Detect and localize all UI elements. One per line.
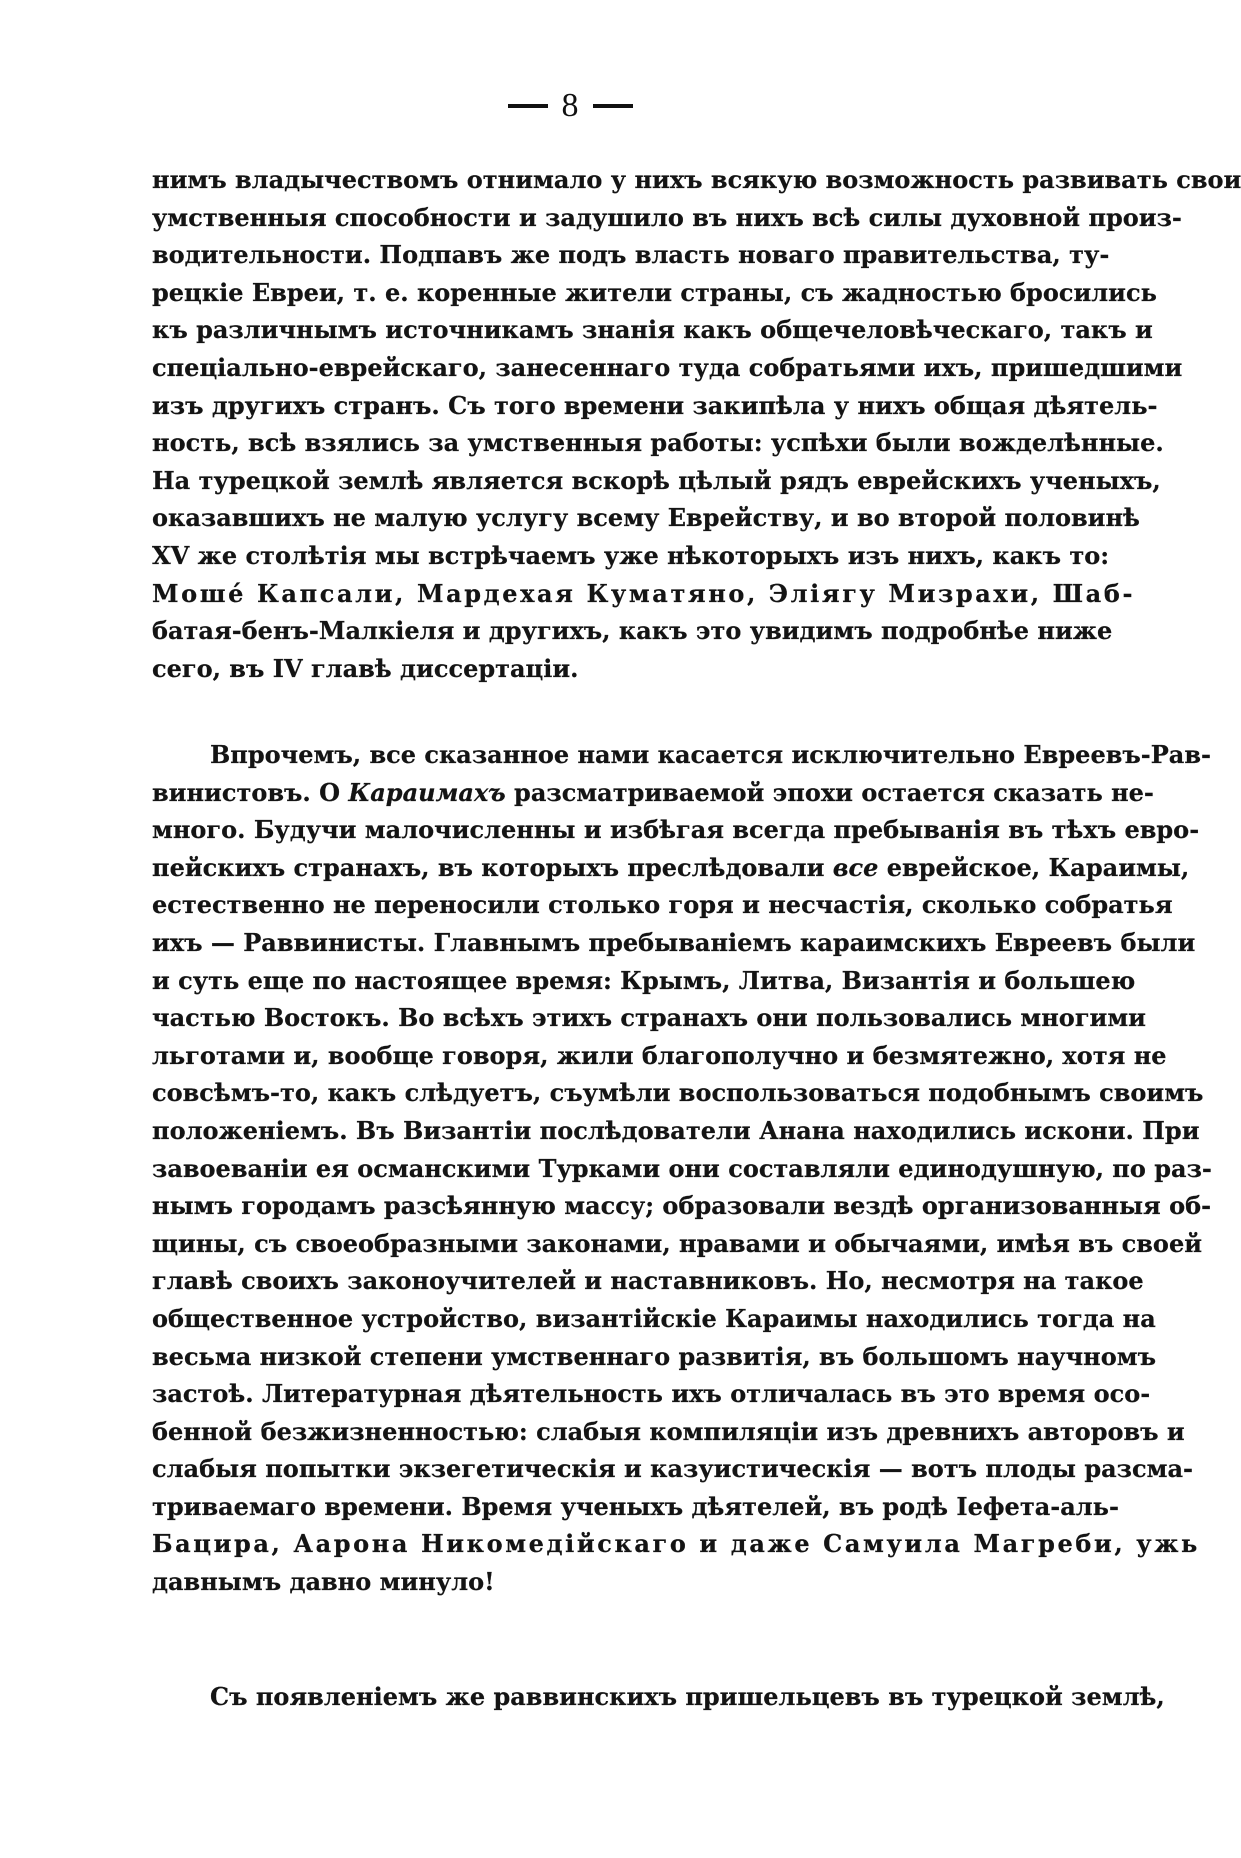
text-line: главѣ своихъ законоучителей и наставниковъ. Но, несмотря на такое [152, 1266, 1144, 1296]
left-dash [508, 104, 548, 108]
text-line: совсѣмъ-то, какъ слѣдуетъ, съумѣли воспользоваться подобнымъ своимъ [152, 1078, 1204, 1108]
text-line: триваемаго времени. Время ученыхъ дѣятелей, въ родѣ Іефета-аль- [152, 1491, 1119, 1521]
paragraph-1 [152, 161, 1241, 687]
text-line: XV же столѣтія мы встрѣчаемъ уже нѣкоторыхъ изъ нихъ, какъ то: [152, 540, 1110, 570]
text-line: завоеваніи ея османскими Турками они составляли единодушную, по раз- [152, 1153, 1212, 1183]
text-line: давнымъ давно минуло! [152, 1567, 495, 1597]
text-segment: винистовъ. О [152, 777, 349, 807]
text-line: Впрочемъ, все сказанное нами касается исключительно Евреевъ-Рав- [210, 740, 1211, 769]
text-line: оказавшихъ не малую услугу всему Еврейству, и во второй половинѣ [152, 503, 1140, 533]
paragraph-2 [152, 736, 1212, 1601]
text-line: изъ другихъ странъ. Съ того времени закипѣла у нихъ общая дѣятель- [152, 390, 1158, 420]
text-line [152, 774, 1154, 812]
text-line: естественно не переносили столько горя и несчастія, сколько собратья [152, 890, 1173, 920]
text-line: много. Будучи малочисленны и избѣгая всегда пребыванія въ тѣхъ евро- [152, 815, 1200, 845]
text-line: водительности. Подпавъ же подъ власть новаго правительства, ту- [152, 240, 1110, 270]
text-segment: еврейское, Караимы, [878, 852, 1190, 882]
text-line: положеніемъ. Въ Византіи послѣдователи Анана находились искони. При [152, 1115, 1200, 1145]
text-line: весьма низкой степени умственнаго развитія, въ большомъ научномъ [152, 1341, 1157, 1371]
text-line: бенной безжизненностью: слабыя компиляціи изъ древнихъ авторовъ и [152, 1416, 1185, 1446]
text-line: сего, въ IV главѣ диссертаціи. [152, 653, 579, 683]
text-line: Съ появленіемъ же раввинскихъ пришельцевъ въ турецкой землѣ, [210, 1682, 1165, 1711]
page-number: 8 [561, 87, 579, 124]
text-segment: разсматриваемой эпохи остается сказать не- [505, 777, 1154, 807]
text-line: къ различнымъ источникамъ знанія какъ общечеловѣческаго, такъ и [152, 315, 1153, 345]
text-segment: пейскихъ странахъ, въ которыхъ преслѣдовали [152, 852, 833, 882]
text-line: нымъ городамъ разсѣянную массу; образовали вездѣ организованныя об- [152, 1191, 1212, 1221]
text-line: На турецкой землѣ является вскорѣ цѣлый рядъ еврейскихъ ученыхъ, [152, 465, 1161, 495]
right-dash [593, 104, 633, 108]
text-line: частью Востокъ. Во всѣхъ этихъ странахъ они пользовались многими [152, 1003, 1146, 1033]
italic-term: Караимахъ [348, 777, 506, 807]
text-line: батая-бенъ-Малкіеля и другихъ, какъ это увидимъ подробнѣе ниже [152, 616, 1113, 646]
text-line: ихъ — Раввинисты. Главнымъ пребываніемъ караимскихъ Евреевъ были [152, 927, 1196, 957]
text-line: умственныя способности и задушило въ нихъ всѣ силы духовной произ- [152, 202, 1182, 232]
paragraph-3 [152, 1678, 1165, 1716]
text-line: спеціально-еврейскаго, занесеннаго туда собратьями ихъ, пришедшими [152, 352, 1183, 382]
text-line: нимъ владычествомъ отнимало у нихъ всякую возможность развивать свои [152, 165, 1241, 194]
text-line: Мошé Капсали, Мардехая Куматяно, Эліягу Мизрахи, Шаб- [152, 578, 1136, 608]
text-line: ность, всѣ взялись за умственныя работы: успѣхи были вожделѣнные. [152, 428, 1164, 458]
text-line: и суть еще по настоящее время: Крымъ, Литва, Византія и большею [152, 965, 1136, 995]
text-line: общественное устройство, византійскіе Караимы находились тогда на [152, 1303, 1156, 1333]
text-line: льготами и, вообще говоря, жили благополучно и безмятежно, хотя не [152, 1040, 1167, 1070]
text-line [152, 849, 1190, 887]
text-line: застоѣ. Литературная дѣятельность ихъ отличалась въ это время осо- [152, 1379, 1151, 1409]
italic-term: все [832, 852, 879, 882]
page-number-header [0, 86, 1140, 126]
text-line: Бацира, Аарона Никомедійскаго и даже Самуила Магреби, ужь [152, 1529, 1200, 1559]
text-line: рецкіе Евреи, т. е. коренные жители страны, съ жадностью бросились [152, 277, 1157, 307]
text-line: слабыя попытки экзегетическія и казуистическія — вотъ плоды разсма- [152, 1454, 1193, 1484]
text-line: щины, съ своеобразными законами, нравами и обычаями, имѣя въ своей [152, 1228, 1203, 1258]
